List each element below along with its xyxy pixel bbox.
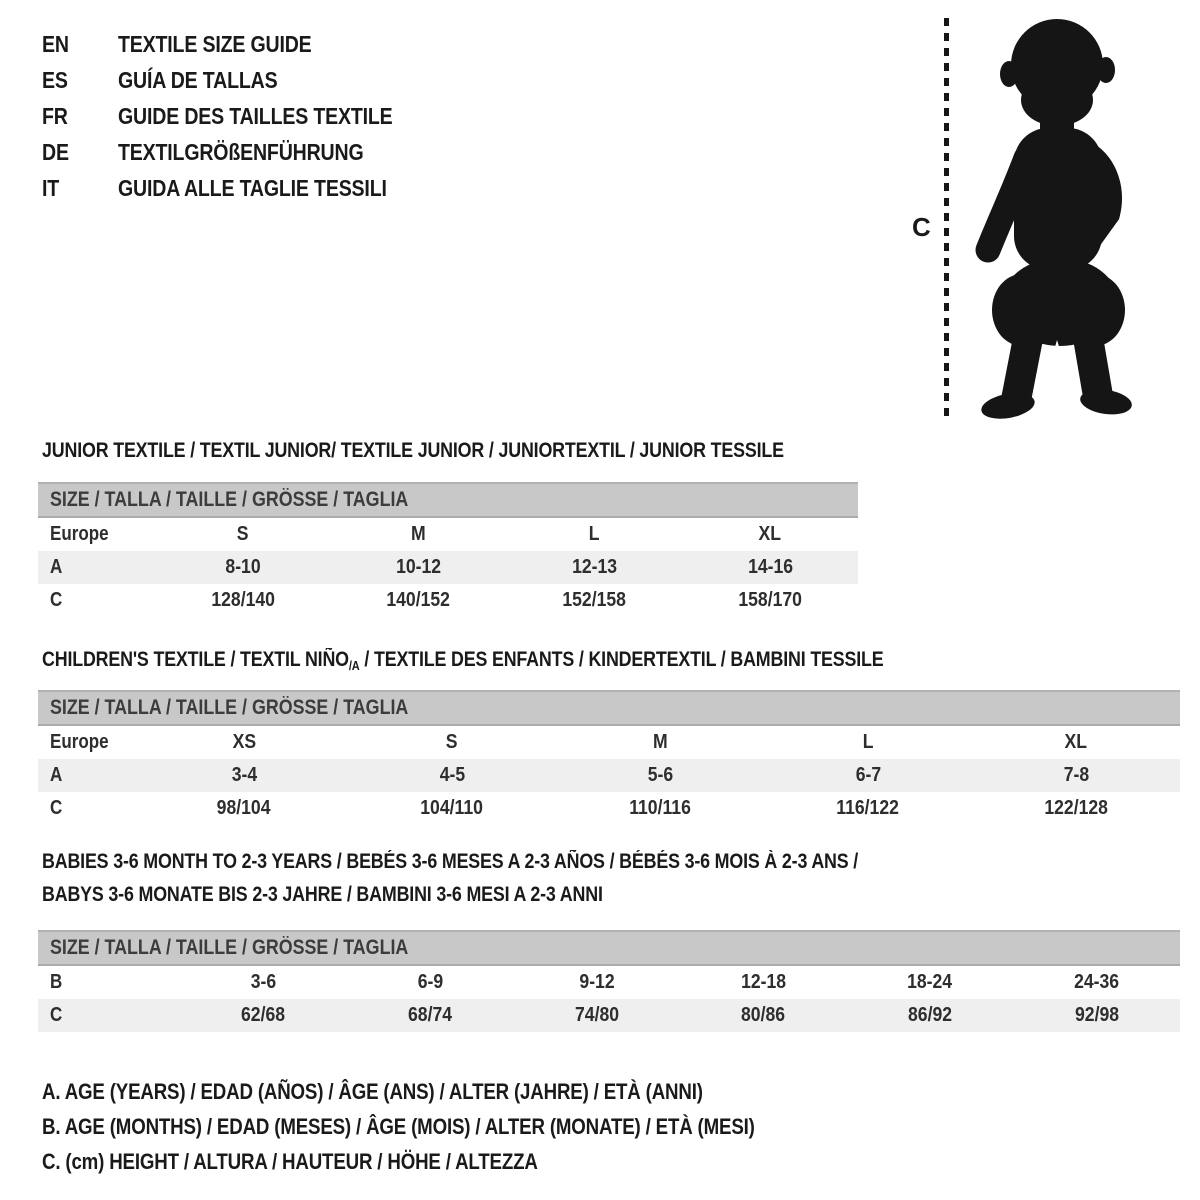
size-cell: 7-8 xyxy=(1063,764,1089,786)
size-cell: 4-5 xyxy=(439,764,465,786)
size-cell: 12-18 xyxy=(740,971,786,993)
nino-a-subscript: /A xyxy=(348,657,360,673)
size-cell: 68/74 xyxy=(407,1004,453,1026)
size-cell: 128/140 xyxy=(211,589,275,611)
row-label: Europe xyxy=(50,523,109,545)
size-cell: 9-12 xyxy=(579,971,615,993)
row-label: C xyxy=(50,797,63,819)
height-measure-label: C xyxy=(912,212,931,242)
size-cell: XS xyxy=(232,731,256,753)
table-row xyxy=(38,726,1180,759)
size-header-bar: SIZE / TALLA / TAILLE / GRÖSSE / TAGLIA xyxy=(38,482,858,518)
children-size-table xyxy=(38,690,1180,825)
language-title: GUIDE DES TAILLES TEXTILE xyxy=(118,102,393,129)
language-title: TEXTILGRÖßENFÜHRUNG xyxy=(118,138,364,165)
table-row xyxy=(38,792,1180,825)
language-title-list xyxy=(42,26,441,206)
babies-size-table xyxy=(38,930,1180,1032)
table-row xyxy=(38,584,858,617)
height-measure-dashed-line xyxy=(944,18,949,418)
size-cell: 5-6 xyxy=(647,764,673,786)
language-code: EN xyxy=(42,30,69,57)
size-cell: S xyxy=(237,523,249,545)
size-cell: XL xyxy=(758,523,782,545)
size-cell: 110/116 xyxy=(629,797,691,819)
size-cell: 152/158 xyxy=(562,589,627,611)
junior-size-table xyxy=(38,482,858,617)
table-row xyxy=(38,759,1180,792)
size-cell: 86/92 xyxy=(907,1004,953,1026)
row-label: A xyxy=(50,764,63,786)
table-row xyxy=(38,999,1180,1032)
row-label: A xyxy=(50,556,63,578)
row-label: C xyxy=(50,589,63,611)
toddler-silhouette-icon xyxy=(960,10,1146,420)
language-row-fr xyxy=(42,98,441,134)
size-header-bar: SIZE / TALLA / TAILLE / GRÖSSE / TAGLIA xyxy=(38,690,1180,726)
size-cell: 24-36 xyxy=(1074,971,1120,993)
row-label: C xyxy=(50,1004,63,1026)
size-cell: 10-12 xyxy=(396,556,442,578)
size-cell: 3-6 xyxy=(250,971,277,993)
size-cell: 6-9 xyxy=(417,971,443,993)
size-cell: 122/128 xyxy=(1044,797,1108,819)
row-label: Europe xyxy=(50,731,109,753)
language-code: ES xyxy=(42,66,68,93)
babies-section-title: BABIES 3-6 MONTH TO 2-3 YEARS / BEBÉS 3-6 MESES A 2-3 AÑOS / BÉBÉS 3-6 MOIS À 2-3 ANS / BABYS 3-6 MONATE BIS 2-3 JAHRE / BAMBINI 3-6 MESI A 2-3 ANNI xyxy=(42,850,859,906)
size-cell: 8-10 xyxy=(225,556,261,578)
table-row xyxy=(38,966,1180,999)
language-code: IT xyxy=(42,174,60,201)
size-cell: 80/86 xyxy=(741,1004,786,1026)
size-cell: M xyxy=(411,523,426,545)
size-cell: 62/68 xyxy=(241,1004,286,1026)
size-cell: 6-7 xyxy=(855,764,881,786)
language-row-en xyxy=(42,26,441,62)
size-header-bar: SIZE / TALLA / TAILLE / GRÖSSE / TAGLIA xyxy=(38,930,1180,966)
footnote-b: B. AGE (MONTHS) / EDAD (MESES) / ÂGE (MOIS) / ALTER (MONATE) / ETÀ (MESI) xyxy=(42,1113,755,1139)
footnotes xyxy=(42,1074,880,1179)
language-code: DE xyxy=(42,138,69,165)
size-cell: 116/122 xyxy=(836,797,900,819)
junior-section-title: JUNIOR TEXTILE / TEXTIL JUNIOR/ TEXTILE JUNIOR / JUNIORTEXTIL / JUNIOR TESSILE xyxy=(42,439,784,462)
size-cell: L xyxy=(588,523,600,545)
size-cell: 74/80 xyxy=(574,1004,619,1026)
size-cell: 12-13 xyxy=(571,556,617,578)
language-row-es xyxy=(42,62,441,98)
size-cell: 18-24 xyxy=(907,971,953,993)
footnote-a: A. AGE (YEARS) / EDAD (AÑOS) / ÂGE (ANS) / ALTER (JAHRE) / ETÀ (ANNI) xyxy=(42,1078,703,1104)
language-row-it xyxy=(42,170,441,206)
language-code: FR xyxy=(42,102,68,129)
language-title: GUÍA DE TALLAS xyxy=(118,66,278,93)
size-cell: 158/170 xyxy=(738,589,802,611)
size-cell: 98/104 xyxy=(217,797,271,819)
language-title: TEXTILE SIZE GUIDE xyxy=(118,30,312,57)
language-title: GUIDA ALLE TAGLIE TESSILI xyxy=(118,174,387,201)
size-cell: XL xyxy=(1064,731,1088,753)
size-cell: 14-16 xyxy=(747,556,793,578)
row-label: B xyxy=(50,971,63,993)
size-cell: 3-4 xyxy=(231,764,257,786)
size-cell: L xyxy=(862,731,874,753)
table-row xyxy=(38,551,858,584)
size-cell: 140/152 xyxy=(386,589,451,611)
children-section-title: CHILDREN'S TEXTILE / TEXTIL NIÑO/A / TEXTILE DES ENFANTS / KINDERTEXTIL / BAMBINI TESSILE xyxy=(42,648,884,673)
footnote-c: C. (cm) HEIGHT / ALTURA / HAUTEUR / HÖHE / ALTEZZA xyxy=(42,1148,538,1174)
table-row xyxy=(38,518,858,551)
size-cell: 92/98 xyxy=(1074,1004,1119,1026)
language-row-de xyxy=(42,134,441,170)
size-cell: M xyxy=(652,731,668,753)
size-cell: S xyxy=(446,731,458,753)
size-cell: 104/110 xyxy=(420,797,484,819)
